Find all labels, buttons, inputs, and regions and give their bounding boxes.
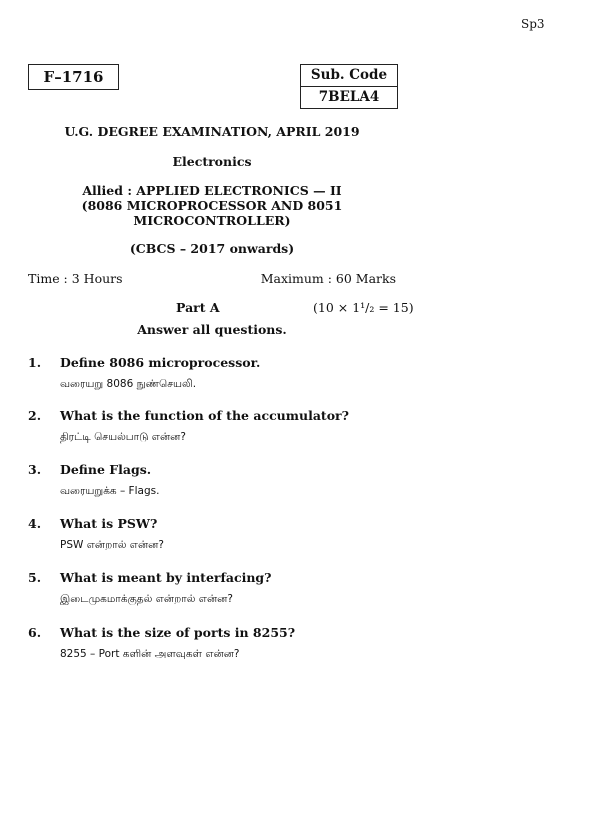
page-label: Sp3: [521, 17, 545, 31]
question-number: 6.: [28, 625, 42, 640]
question-tamil: திரட்டி செயல்பாடு என்ன?: [60, 431, 186, 443]
question-number: 3.: [28, 462, 42, 477]
question-english: What is PSW?: [60, 516, 158, 531]
exam-code-box: F–1716: [28, 64, 119, 90]
question-tamil: 8255 – Port களின் அளவுகள் என்ன?: [60, 648, 240, 660]
course-line: (8086 MICROPROCESSOR AND 8051: [81, 198, 343, 213]
question-english: Define Flags.: [60, 462, 152, 477]
question-english: Define 8086 microprocessor.: [60, 355, 261, 370]
course-line: MICROCONTROLLER): [133, 213, 291, 228]
exam-title: U.G. DEGREE EXAMINATION, APRIL 2019: [64, 124, 360, 139]
scheme-label: (CBCS – 2017 onwards): [129, 241, 295, 256]
subject-title: Electronics: [172, 154, 252, 169]
question-tamil: வரையறு 8086 நுண்செயலி.: [60, 378, 197, 390]
question-tamil: வரையறுக்க – Flags.: [60, 485, 160, 497]
question-english: What is the size of ports in 8255?: [60, 625, 296, 640]
question-number: 4.: [28, 516, 42, 531]
course-line: Allied : APPLIED ELECTRONICS — II: [82, 183, 342, 198]
sub-code-value: 7BELA4: [318, 89, 380, 105]
part-title: Part A: [176, 300, 220, 315]
question-english: What is the function of the accumulator?: [60, 408, 349, 423]
question-number: 1.: [28, 355, 42, 370]
time-label: Time : 3 Hours: [28, 271, 123, 286]
sub-code-box: [300, 64, 398, 109]
question-tamil: இடைமுகமாக்குதல் என்றால் என்ன?: [60, 593, 233, 605]
max-marks-label: Maximum : 60 Marks: [260, 271, 396, 286]
part-instruction: [28, 322, 396, 337]
time-marks-row: [28, 271, 396, 286]
question-english: What is meant by interfacing?: [60, 570, 272, 585]
part-marks: (10 × 1¹/₂ = 15): [313, 300, 414, 315]
question-tamil: PSW என்றால் என்ன?: [60, 539, 164, 551]
course-title: [28, 183, 396, 228]
sub-code-label: Sub. Code: [301, 65, 397, 87]
question-number: 5.: [28, 570, 42, 585]
instruction-text: Answer all questions.: [137, 322, 287, 337]
question-number: 2.: [28, 408, 42, 423]
